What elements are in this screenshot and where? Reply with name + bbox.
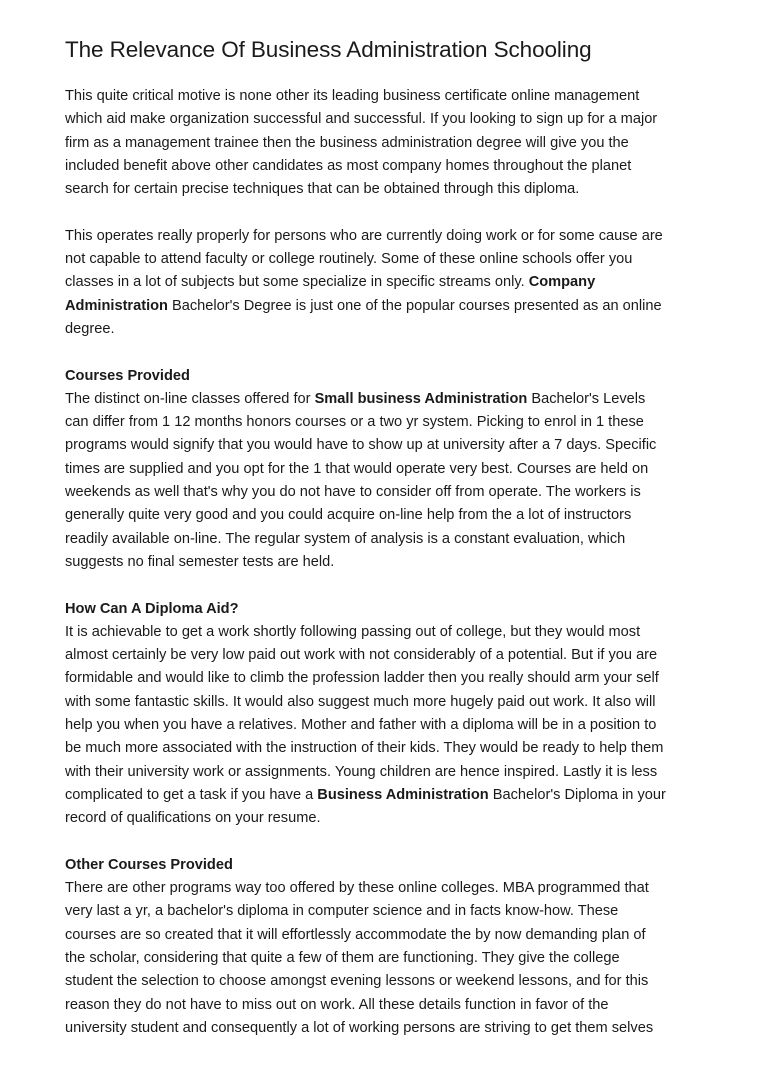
paragraph-line: [65, 970, 715, 993]
paragraph-line: [65, 551, 715, 574]
text-run: classes in a lot of subjects but some specialize in specific streams only.: [65, 274, 529, 291]
text-run: reason they do not have to miss out on work. All these details function in favor of the: [65, 996, 609, 1013]
bold-keyword: Business Administration: [317, 786, 489, 803]
paragraph-line: [65, 388, 715, 411]
paragraph-line: [65, 318, 715, 341]
paragraph-line: [65, 248, 715, 271]
paragraph-line: [65, 900, 715, 923]
bold-keyword: Administration: [65, 297, 168, 314]
text-run: university student and consequently a lot of working persons are striving to get them selves: [65, 1019, 654, 1036]
text-run: This operates really properly for persons who are currently doing work or for some cause are: [65, 227, 663, 244]
text-run: can differ from 1 12 months honors courses or a two yr system. Picking to enrol in 1 these: [65, 414, 644, 431]
text-run: degree.: [65, 320, 115, 337]
paragraph-gap: [65, 574, 715, 597]
paragraph-line: [65, 178, 715, 201]
section-heading: Other Courses Provided: [65, 856, 233, 873]
section: [65, 225, 715, 341]
text-run: suggests no final semester tests are held.: [65, 553, 335, 570]
paragraph-line: [65, 714, 715, 737]
section: [65, 365, 715, 575]
text-run: almost certainly be very low paid out work with not considerably of a potential. But if you are: [65, 647, 658, 664]
text-run: help you when you have a relatives. Mother and father with a diploma will be in a position to: [65, 717, 657, 734]
paragraph-line: [65, 271, 715, 294]
paragraph-line: [65, 924, 715, 947]
text-run: courses are so created that it will effortlessly accommodate the by now demanding plan of: [65, 926, 646, 943]
text-run: complicated to get a task if you have a: [65, 786, 318, 803]
text-run: which aid make organization successful and successful. If you looking to sign up for a major: [65, 111, 658, 128]
paragraph-line: [65, 411, 715, 434]
paragraph-line: [65, 85, 715, 108]
section: [65, 598, 715, 831]
text-run: readily available on-line. The regular system of analysis is a constant evaluation, which: [65, 530, 626, 547]
paragraph-line: [65, 528, 715, 551]
paragraph-line: [65, 947, 715, 970]
text-run: weekends as well that's why you do not have to consider off from operate. The workers is: [65, 484, 641, 501]
paragraph-gap: [65, 201, 715, 224]
paragraph-line: [65, 1017, 715, 1040]
paragraph-line: [65, 644, 715, 667]
paragraph-line: [65, 434, 715, 457]
paragraph-line: [65, 295, 715, 318]
text-run: very last a yr, a bachelor's diploma in computer science and in facts know-how. These: [65, 903, 619, 920]
section: [65, 85, 715, 201]
bold-keyword: Company: [528, 274, 596, 291]
text-run: It is achievable to get a work shortly following passing out of college, but they would most: [65, 623, 641, 640]
paragraph-line: [65, 877, 715, 900]
text-run: included benefit above other candidates as most company homes throughout the planet: [65, 157, 632, 174]
paragraph-line: [65, 155, 715, 178]
text-run: the scholar, considering that quite a few of them are functioning. They give the college: [65, 949, 620, 966]
paragraph-line: [65, 108, 715, 131]
paragraph-line: [65, 691, 715, 714]
paragraph-line: [65, 621, 715, 644]
text-run: Bachelor's Levels: [527, 390, 646, 407]
document-title: The Relevance Of Business Administration Schooling: [65, 37, 592, 62]
text-run: search for certain precise techniques that can be obtained through this diploma.: [65, 181, 580, 198]
document-body: [65, 85, 715, 1040]
section: [65, 854, 715, 1040]
text-run: with their university work or assignments. Young children are hence inspired. Lastly it is less: [65, 763, 658, 780]
paragraph-line: [65, 481, 715, 504]
text-run: generally quite very good and you could acquire on-line help from the a lot of instructors: [65, 507, 632, 524]
paragraph-line: [65, 458, 715, 481]
text-run: firm as a management trainee then the business administration degree will give you the: [65, 134, 629, 151]
text-run: formidable and would like to climb the profession ladder then you really should arm your self: [65, 670, 659, 687]
paragraph-line: [65, 761, 715, 784]
bold-keyword: Small business Administration: [314, 390, 528, 407]
section-heading: Courses Provided: [65, 367, 190, 384]
text-run: student the selection to choose amongst evening lessons or weekend lessons, and for this: [65, 973, 649, 990]
paragraph-line: [65, 994, 715, 1017]
paragraph-line: [65, 807, 715, 830]
text-run: Bachelor's Diploma in your: [488, 786, 666, 803]
paragraph-line: [65, 737, 715, 760]
section-heading: How Can A Diploma Aid?: [65, 600, 239, 617]
text-run: There are other programs way too offered by these online colleges. MBA programmed that: [65, 880, 649, 897]
paragraph-gap: [65, 341, 715, 364]
text-run: programs would signify that you would have to show up at university after a 7 days. Specific: [65, 437, 657, 454]
text-run: not capable to attend faculty or college routinely. Some of these online schools offer you: [65, 251, 633, 268]
paragraph-line: [65, 504, 715, 527]
paragraph-line: [65, 784, 715, 807]
text-run: record of qualifications on your resume.: [65, 810, 321, 827]
text-run: be much more associated with the instruction of their kids. They would be ready to help them: [65, 740, 664, 757]
text-run: times are supplied and you opt for the 1 that would operate very best. Courses are held on: [65, 460, 649, 477]
paragraph-line: [65, 667, 715, 690]
text-run: with some fantastic skills. It would also suggest much more hugely paid out work. It also will: [65, 693, 656, 710]
text-run: Bachelor's Degree is just one of the popular courses presented as an online: [167, 297, 662, 314]
text-run: This quite critical motive is none other its leading business certificate online management: [65, 88, 640, 104]
text-run: The distinct on-line classes offered for: [65, 390, 315, 407]
paragraph-gap: [65, 831, 715, 854]
paragraph-line: [65, 132, 715, 155]
document-page: [65, 36, 715, 1040]
paragraph-line: [65, 225, 715, 248]
